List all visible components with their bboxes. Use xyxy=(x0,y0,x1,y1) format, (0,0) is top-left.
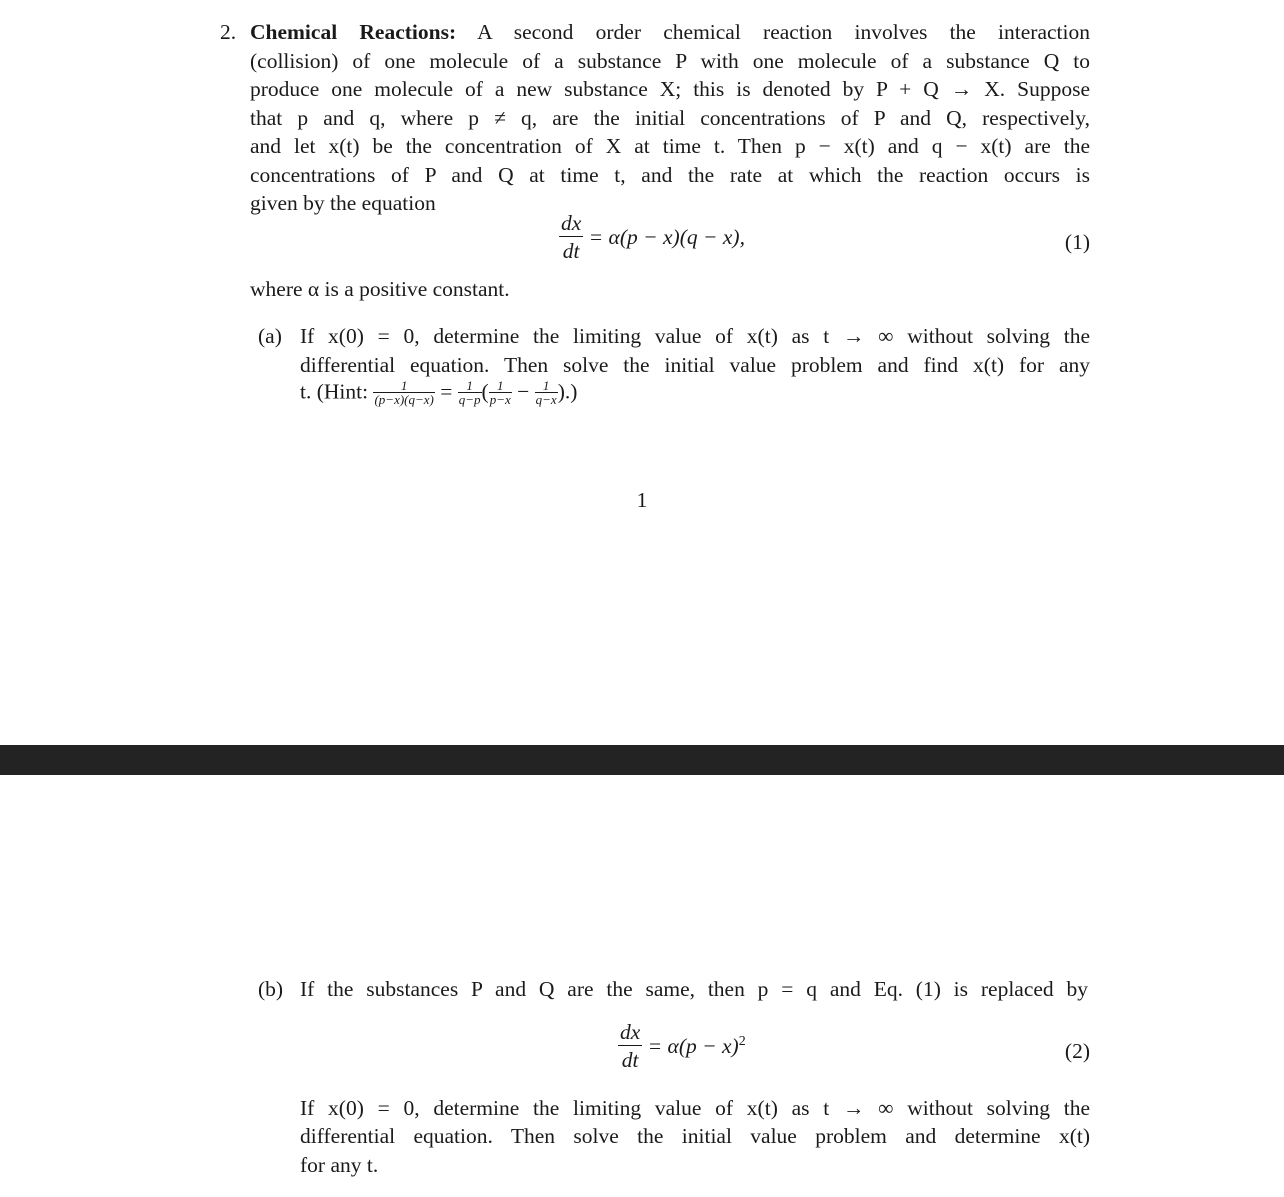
problem-line-3: produce one molecule of a new substance X; this is denoted by P + Q → X. Suppose xyxy=(250,77,1090,101)
eq2-fraction: $\frac{dx}{dt}$ xyxy=(620,1020,641,1072)
problem-after-eq: where α is a positive constant. xyxy=(250,277,510,301)
problem-line-7: given by the equation xyxy=(250,191,436,215)
page-2 xyxy=(0,775,1284,1197)
eq1-fraction: $\frac{dx}{dt}$ xyxy=(561,211,582,263)
page-number: 1 xyxy=(636,488,648,512)
part-b-line-3: for any t. xyxy=(300,1153,379,1177)
equation-2 xyxy=(618,1019,746,1074)
page-separator xyxy=(0,745,1284,775)
problem-title: Chemical Reactions: xyxy=(250,20,457,44)
hint-fraction-2: $\frac{1}{q-p}$ xyxy=(458,377,481,407)
eq1-label: (1) xyxy=(1064,230,1090,254)
eq2-label: (2) xyxy=(1064,1039,1090,1063)
problem-number: 2. xyxy=(220,20,237,44)
part-b-line-2: differential equation. Then solve the initial value problem and determine x(t) xyxy=(300,1124,1090,1148)
problem-line-6: concentrations of P and Q at time t, and the rate at which the reaction occurs is xyxy=(250,163,1090,187)
hint-fraction-3: $\frac{1}{p-x}$ xyxy=(489,377,511,407)
problem-line-4: that p and q, where p ≠ q, are the initial concentrations of P and Q, respectively, xyxy=(250,106,1090,130)
part-a-line-2: differential equation. Then solve the initial value problem and find x(t) for any xyxy=(300,353,1090,377)
eq2-rhs: = $\alpha(p - x)^2$ xyxy=(647,1033,746,1059)
part-a-hint: t. (Hint: $\frac{1}{(p-x)(q-x)}$ = $\frac{1}{q-p}$ ( $\frac{1}{p-x}$ − $\frac{1}{q-x}$ ).) xyxy=(300,377,578,407)
equation-1 xyxy=(559,210,745,265)
eq1-rhs: = α(p − x)(q − x), xyxy=(588,225,745,249)
part-a-label: (a) xyxy=(258,324,282,348)
part-b-label: (b) xyxy=(258,977,284,1001)
hint-fraction-1: $\frac{1}{(p-x)(q-x)}$ xyxy=(374,377,434,407)
problem-line-1: Chemical Reactions: A second order chemical reaction involves the interaction xyxy=(250,20,1090,44)
hint-fraction-4: $\frac{1}{q-x}$ xyxy=(535,377,557,407)
part-a-line-1: If x(0) = 0, determine the limiting value of x(t) as t → ∞ without solving the xyxy=(300,324,1090,348)
problem-line-5: and let x(t) be the concentration of X at time t. Then p − x(t) and q − x(t) are the xyxy=(250,134,1090,158)
problem-line-2: (collision) of one molecule of a substance P with one molecule of a substance Q to xyxy=(250,49,1090,73)
part-b-intro: If the substances P and Q are the same, then p = q and Eq. (1) is replaced by xyxy=(300,977,1088,1001)
part-b-line-1: If x(0) = 0, determine the limiting value of x(t) as t → ∞ without solving the xyxy=(300,1096,1090,1120)
